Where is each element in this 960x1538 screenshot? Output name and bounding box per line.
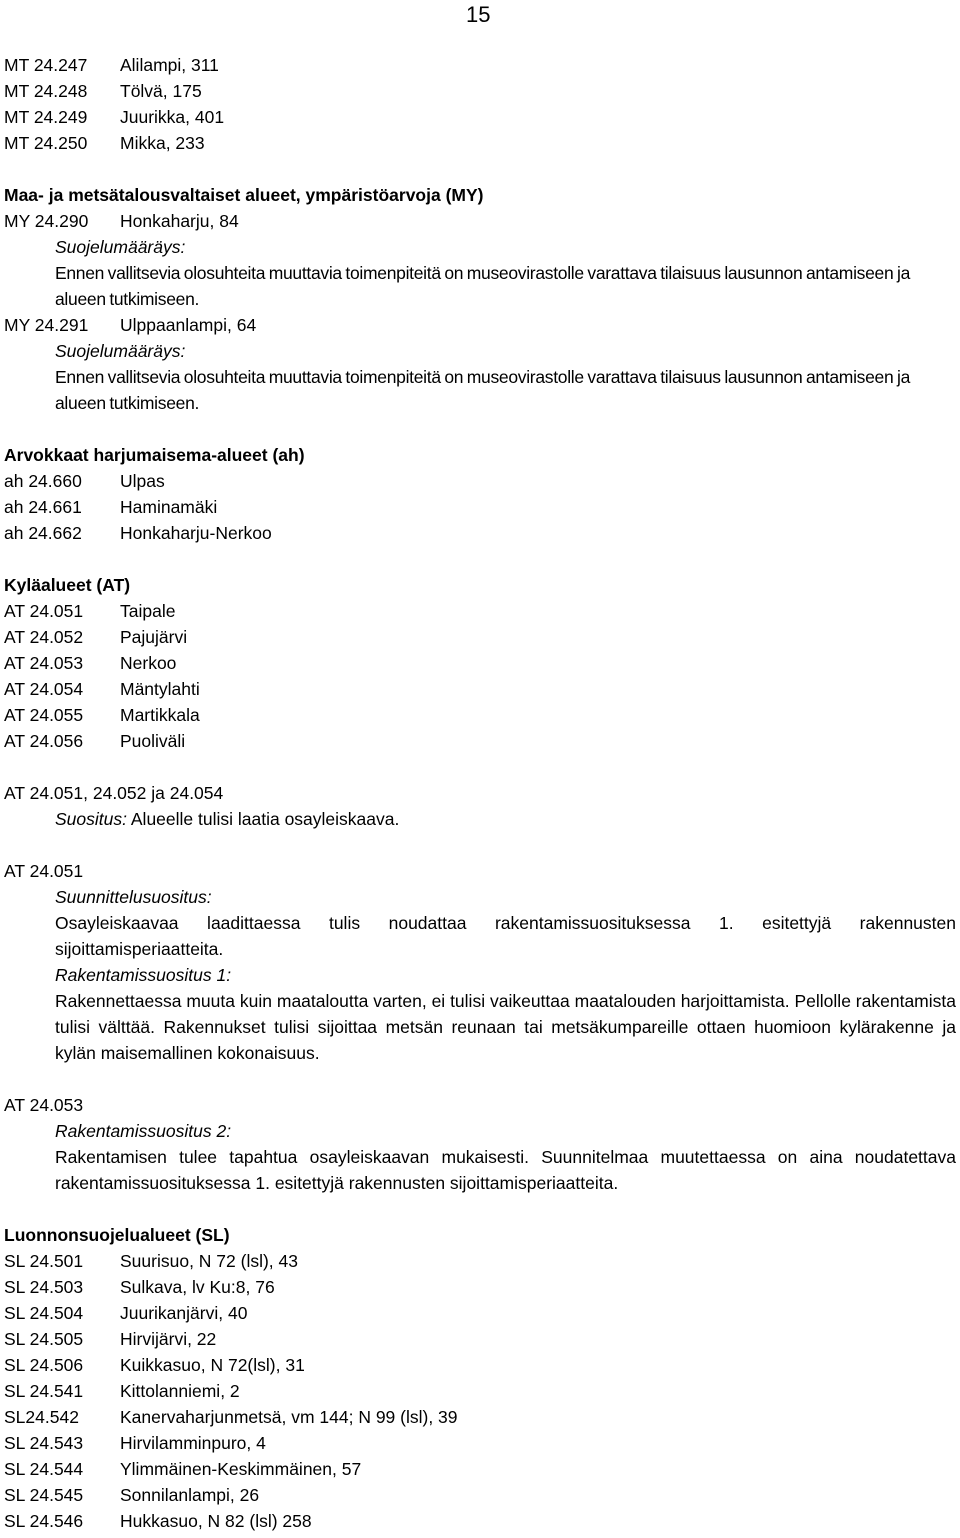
item-name: Hukkasuo, N 82 (lsl) 258 [120,1511,312,1531]
item-name: Kanervaharjunmetsä, vm 144; N 99 (lsl), 39 [120,1407,458,1427]
section-heading-my: Maa- ja metsätalousvaltaiset alueet, ympäristöarvoja (MY) [4,185,484,205]
item-code: SL 24.546 [4,1511,84,1531]
ah-section [4,442,956,546]
sl-section [4,1222,956,1534]
recommendation-text: Alueelle tulisi laatia osayleiskaava. [126,809,400,829]
item-code: ah 24.660 [4,471,82,491]
list-item [4,1352,956,1378]
recommendation-line [4,806,956,832]
spacer [4,156,956,182]
list-item [4,1248,956,1274]
item-code: AT 24.053 [4,653,84,673]
item-name: Puoliväli [120,731,186,751]
item-code: ah 24.662 [4,523,82,543]
list-item [4,1482,956,1508]
list-item [4,104,956,130]
item-name: Nerkoo [120,653,177,673]
item-name: Ulppaanlampi, 64 [120,315,257,335]
item-code: MY 24.291 [4,315,89,335]
item-name: Hirvijärvi, 22 [120,1329,217,1349]
section-heading-ah: Arvokkaat harjumaisema-alueet (ah) [4,445,305,465]
item-name: Ulpas [120,471,165,491]
item-name: Juurikanjärvi, 40 [120,1303,248,1323]
list-item [4,1274,956,1300]
list-item [4,728,956,754]
list-item [4,468,956,494]
list-item [4,1378,956,1404]
item-code: MT 24.247 [4,55,88,75]
item-name: Sulkava, lv Ku:8, 76 [120,1277,275,1297]
list-item [4,598,956,624]
regulation-text: Ennen vallitsevia olosuhteita muuttavia toimenpiteitä on museovirastolle varattava tilaisuus lausunnon antamiseen ja alueen tutkimiseen. [55,367,910,413]
item-code: SL 24.504 [4,1303,84,1323]
document-body [4,52,956,1534]
item-code: AT 24.054 [4,679,84,699]
item-code: MT 24.248 [4,81,88,101]
list-item [4,624,956,650]
item-code: AT 24.051 [4,601,84,621]
spacer [4,1066,956,1092]
item-name: Tölvä, 175 [120,81,202,101]
item-name: Suurisuo, N 72 (lsl), 43 [120,1251,298,1271]
item-code: AT 24.055 [4,705,84,725]
building-recommendation-1-label: Rakentamissuositus 1: [55,965,232,985]
item-code: SL 24.545 [4,1485,84,1505]
mt-list [4,52,956,156]
item-name: Kuikkasuo, N 72(lsl), 31 [120,1355,305,1375]
item-name: Honkaharju-Nerkoo [120,523,272,543]
spacer [4,416,956,442]
list-item [4,676,956,702]
list-item [4,1326,956,1352]
item-name: Hirvilamminpuro, 4 [120,1433,266,1453]
list-item [4,52,956,78]
item-name: Honkaharju, 84 [120,211,239,231]
spacer [4,832,956,858]
item-name: Ylimmäinen-Keskimmäinen, 57 [120,1459,362,1479]
list-item [4,1300,956,1326]
section-heading-at: Kyläalueet (AT) [4,575,131,595]
at-section [4,572,956,1196]
spacer [4,1196,956,1222]
list-item [4,702,956,728]
list-item [4,1430,956,1456]
spacer [4,754,956,780]
list-item [4,312,956,338]
list-item [4,520,956,546]
page-number: 15 [466,2,491,27]
my-section [4,182,956,416]
planning-recommendation-text: Osayleiskaavaa laadittaessa tulis noudattaa rakentamissuosituksessa 1. esitettyjä rakennusten sijoittamisperiaatteita. [55,913,956,959]
item-code: SL 24.506 [4,1355,84,1375]
at051-code: AT 24.051 [4,861,84,881]
item-name: Mäntylahti [120,679,200,699]
item-code: SL24.542 [4,1407,79,1427]
item-name: Juurikka, 401 [120,107,225,127]
item-name: Alilampi, 311 [120,55,219,75]
regulation-text: Ennen vallitsevia olosuhteita muuttavia toimenpiteitä on museovirastolle varattava tilaisuus lausunnon antamiseen ja alueen tutkimiseen. [55,263,910,309]
recommendation-label: Suositus: [55,809,127,829]
item-code: ah 24.661 [4,497,82,517]
list-item [4,1404,956,1430]
list-item [4,494,956,520]
building-recommendation-2-text: Rakentamisen tulee tapahtua osayleiskaavan mukaisesti. Suunnitelmaa muutettaessa on aina noudatettava rakentamissuosituksessa 1. esitettyjä rakennusten sijoittamisperiaatteita. [55,1147,956,1193]
building-recommendation-1-text: Rakennettaessa muuta kuin maataloutta varten, ei tulisi vaikeuttaa maatalouden harjoittamista. Pellolle rakentamista tulisi välttää. Rakennukset tulisi sijoittaa metsän reunaan tai metsäkumpareille ottaen huomioon kylärakenne ja kylän maisemallinen kokonaisuus. [55,991,956,1063]
item-code: AT 24.056 [4,731,84,751]
list-item [4,650,956,676]
item-code: SL 24.505 [4,1329,84,1349]
regulation-label: Suojelumääräys: [55,237,186,257]
planning-recommendation-label: Suunnittelusuositus: [55,887,212,907]
item-code: SL 24.503 [4,1277,84,1297]
item-name: Pajujärvi [120,627,188,647]
building-recommendation-2-label: Rakentamissuositus 2: [55,1121,232,1141]
item-code: SL 24.541 [4,1381,84,1401]
list-item [4,78,956,104]
item-name: Taipale [120,601,176,621]
item-name: Haminamäki [120,497,218,517]
at053-code: AT 24.053 [4,1095,84,1115]
item-code: SL 24.544 [4,1459,84,1479]
group-codes: AT 24.051, 24.052 ja 24.054 [4,783,224,803]
item-code: SL 24.543 [4,1433,84,1453]
spacer [4,546,956,572]
item-name: Kittolanniemi, 2 [120,1381,240,1401]
item-code: MY 24.290 [4,211,89,231]
item-name: Mikka, 233 [120,133,205,153]
item-code: SL 24.501 [4,1251,84,1271]
item-code: MT 24.249 [4,107,88,127]
item-name: Sonnilanlampi, 26 [120,1485,260,1505]
list-item [4,1508,956,1534]
item-code: MT 24.250 [4,133,88,153]
section-heading-sl: Luonnonsuojelualueet (SL) [4,1225,230,1245]
list-item [4,1456,956,1482]
list-item [4,130,956,156]
list-item [4,208,956,234]
item-code: AT 24.052 [4,627,84,647]
item-name: Martikkala [120,705,200,725]
regulation-label: Suojelumääräys: [55,341,186,361]
